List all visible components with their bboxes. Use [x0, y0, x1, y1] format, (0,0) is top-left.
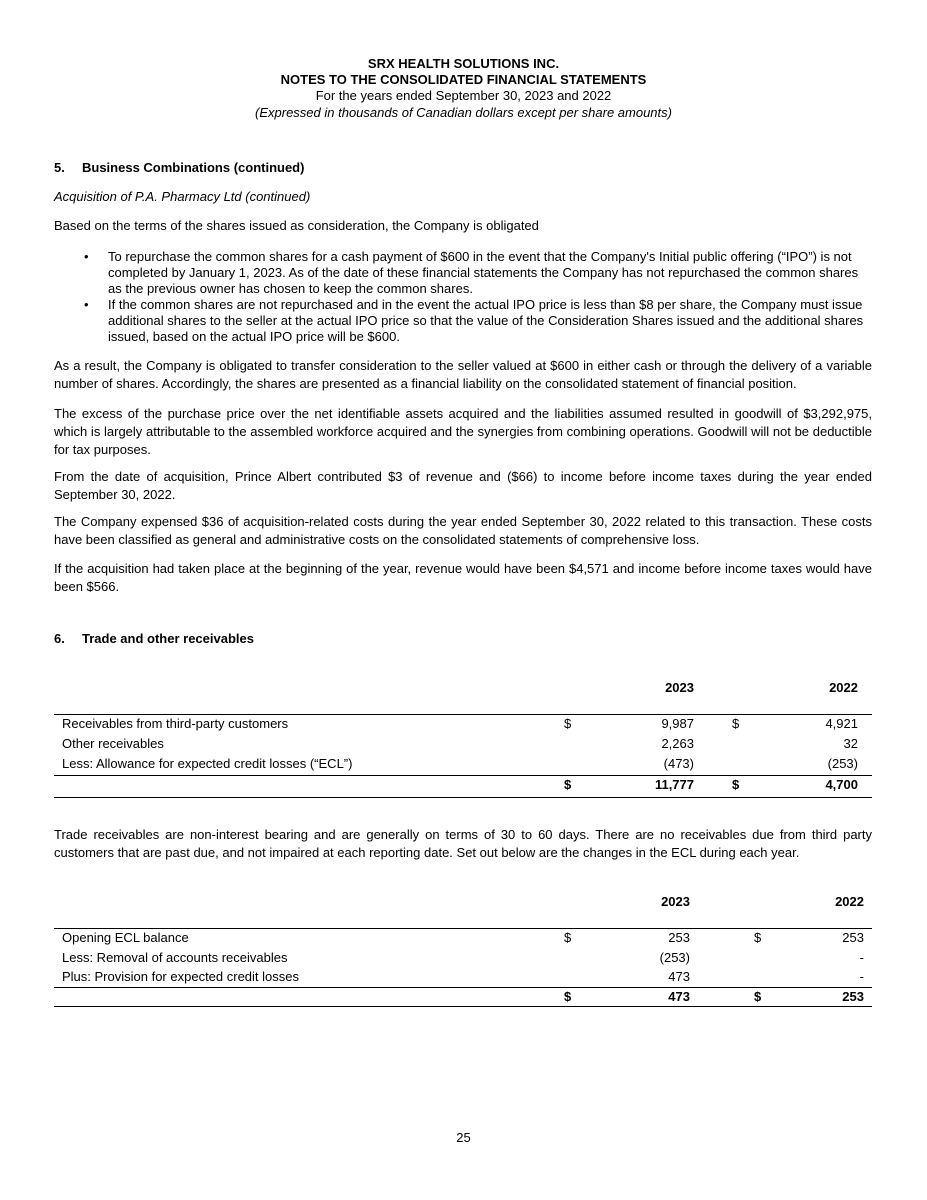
currency-symbol: $ — [564, 930, 572, 945]
paragraph-trade-receivables: Trade receivables are non-interest bearing and are generally on terms of 30 to 60 days. There are no receivables due from third party customers that are past due, and not impaired at each reporting date. Set out below are the changes in the ECL during each year. — [54, 827, 872, 860]
company-name: SRX HEALTH SOLUTIONS INC. — [367, 56, 560, 71]
paragraph-acquisition-costs: The Company expensed $36 of acquisition-related costs during the year ended September 30, 2022 related to this transaction. These costs have been classified as general and administrative costs on the consolidated statements of comprehensive loss. — [54, 514, 872, 547]
section-5-intro: Based on the terms of the shares issued as consideration, the Company is obligated — [54, 218, 539, 233]
table-row — [54, 948, 872, 968]
row-label: Other receivables — [62, 736, 164, 751]
column-header-2022: 2022 — [835, 894, 864, 909]
table-row — [54, 734, 872, 754]
value-2022: (253) — [827, 756, 858, 771]
page-number: 25 — [456, 1130, 471, 1145]
reporting-period: For the years ended September 30, 2023 and 2022 — [315, 88, 612, 103]
value-2023: 253 — [668, 930, 690, 945]
currency-basis: (Expressed in thousands of Canadian dollars except per share amounts) — [255, 105, 672, 120]
row-label: Less: Removal of accounts receivables — [62, 950, 288, 965]
column-header-2022: 2022 — [829, 680, 858, 695]
table-row — [54, 928, 872, 948]
obligation-item — [54, 297, 872, 345]
currency-symbol: $ — [732, 777, 740, 792]
paragraph-consideration: As a result, the Company is obligated to transfer consideration to the seller valued at $600 in either cash or through the delivery of a variable number of shares. Accordingly, the shares are presented as a financial liability on the consolidated statement of financial position. — [54, 358, 872, 391]
total-2023: 473 — [668, 989, 690, 1004]
section-5-title: Business Combinations (continued) — [82, 160, 305, 175]
obligation-text: If the common shares are not repurchased and in the event the actual IPO price is less than $8 per share, the Company must issue additional shares to the seller at the actual IPO price so that the value of the Consideration Shares issued and the additional shares issued, based on the actual IPO price will be $600. — [108, 297, 864, 344]
total-row — [54, 987, 872, 1007]
value-2022: 32 — [843, 736, 858, 751]
total-row — [54, 775, 872, 795]
currency-symbol: $ — [732, 716, 740, 731]
value-2023: (473) — [663, 756, 694, 771]
obligation-list — [54, 249, 872, 345]
total-2022: 4,700 — [825, 777, 858, 792]
value-2023: 2,263 — [661, 736, 694, 751]
obligation-item — [54, 249, 872, 297]
row-label: Plus: Provision for expected credit losses — [62, 969, 299, 984]
row-label: Less: Allowance for expected credit losses (“ECL”) — [62, 756, 353, 771]
value-2023: (253) — [659, 950, 690, 965]
value-2022: - — [859, 950, 864, 965]
paragraph-goodwill: The excess of the purchase price over the net identifiable assets acquired and the liabilities assumed resulted in goodwill of $3,292,975, which is largely attributable to the assembled workforce acquired and the synergies from combining operations. Goodwill will not be deductible for tax purposes. — [54, 406, 872, 457]
paragraph-contribution: From the date of acquisition, Prince Albert contributed $3 of revenue and ($66) to income before income taxes during the year ended September 30, 2022. — [54, 469, 872, 502]
currency-symbol: $ — [754, 989, 762, 1004]
table-row — [54, 967, 872, 987]
bullet-icon: • — [84, 249, 89, 264]
document-title: NOTES TO THE CONSOLIDATED FINANCIAL STATEMENTS — [280, 72, 647, 87]
paragraph-pro-forma: If the acquisition had taken place at the beginning of the year, revenue would have been $4,571 and income before income taxes would have been $566. — [54, 561, 872, 594]
total-underline — [54, 797, 872, 798]
currency-symbol: $ — [564, 989, 572, 1004]
table-row — [54, 714, 872, 734]
table-row — [54, 754, 872, 774]
total-2023: 11,777 — [654, 777, 694, 792]
row-label: Receivables from third-party customers — [62, 716, 289, 731]
total-2022: 253 — [842, 989, 864, 1004]
value-2022: 4,921 — [825, 716, 858, 731]
bullet-icon: • — [84, 297, 89, 312]
section-6-heading — [54, 631, 254, 646]
value-2022: - — [859, 969, 864, 984]
total-underline — [54, 1006, 872, 1007]
section-5-subtitle: Acquisition of P.A. Pharmacy Ltd (continued) — [54, 189, 311, 204]
currency-symbol: $ — [564, 777, 572, 792]
value-2023: 473 — [668, 969, 690, 984]
section-5-heading — [54, 160, 304, 175]
section-6-title: Trade and other receivables — [82, 631, 254, 646]
value-2023: 9,987 — [661, 716, 694, 731]
currency-symbol: $ — [564, 716, 572, 731]
value-2022: 253 — [842, 930, 864, 945]
row-label: Opening ECL balance — [62, 930, 189, 945]
column-header-2023: 2023 — [665, 680, 694, 695]
obligation-text: To repurchase the common shares for a cash payment of $600 in the event that the Company's Initial public offering (“IPO”) is not completed by January 1, 2023. As of the date of these financial statements the Company has not repurchased the common shares as the previous owner has chosen to keep the common shares. — [108, 249, 859, 296]
section-6-number: 6. — [54, 631, 65, 646]
currency-symbol: $ — [754, 930, 762, 945]
column-header-2023: 2023 — [661, 894, 690, 909]
section-5-number: 5. — [54, 160, 65, 175]
